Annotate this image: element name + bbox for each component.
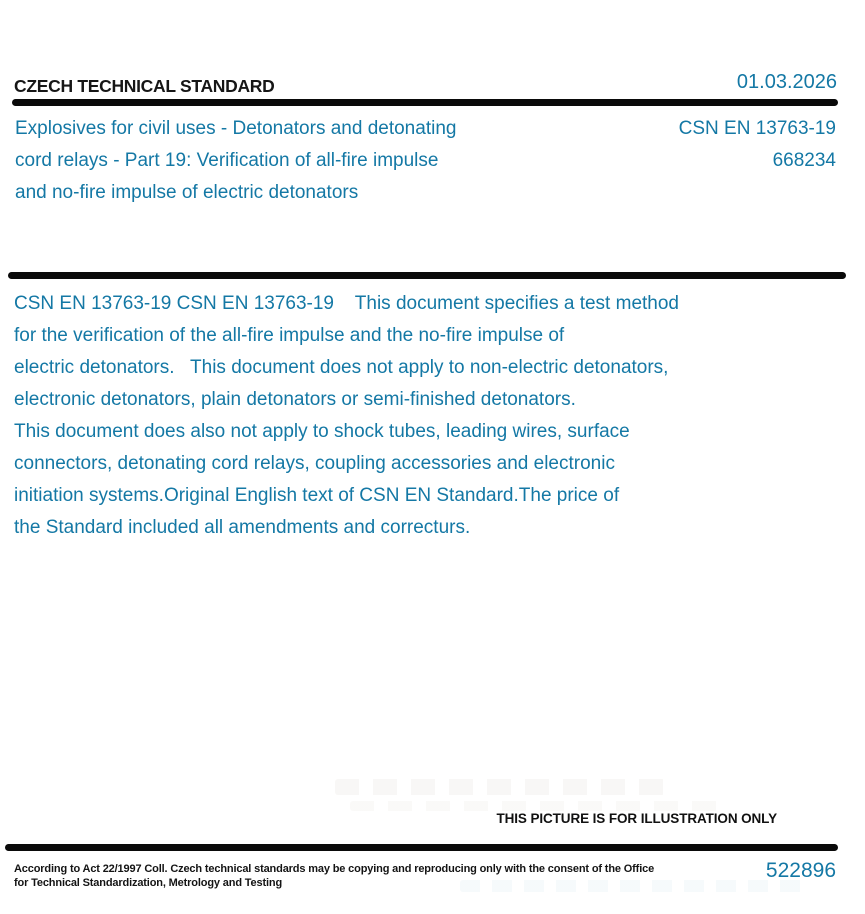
effective-date: 01.03.2026 [736, 71, 837, 93]
copyright-line: for Technical Standardization, Metrology and Testing [14, 876, 283, 889]
faint-watermark [460, 880, 805, 892]
document-id: 522896 [765, 859, 836, 882]
standard-title-line: and no-fire impulse of electric detonators [15, 182, 359, 203]
standard-title-line: cord relays - Part 19: Verification of all-fire impulse [15, 150, 439, 171]
abstract-line: electric detonators. This document does not apply to non-electric detonators, [14, 357, 669, 378]
footer-rule [5, 844, 838, 851]
standard-reference-block [679, 113, 836, 177]
standard-abstract [14, 288, 679, 544]
abstract-line: connectors, detonating cord relays, coupling accessories and electronic [14, 453, 615, 474]
standard-type-label: CZECH TECHNICAL STANDARD [14, 76, 275, 96]
faint-watermark [335, 779, 665, 795]
abstract-line: initiation systems.Original English text of CSN EN Standard.The price of [14, 485, 620, 506]
header-rule [12, 99, 838, 106]
copyright-line: According to Act 22/1997 Coll. Czech technical standards may be copying and reproducing only with the consent of the Office [14, 863, 655, 875]
standard-number: CSN EN 13763-19 [678, 118, 836, 139]
faint-watermark [350, 801, 720, 811]
title-separator-rule [8, 272, 846, 279]
abstract-line: This document does also not apply to shock tubes, leading wires, surface [14, 421, 630, 442]
standard-title-line: Explosives for civil uses - Detonators and detonating [15, 118, 457, 139]
catalog-number: 668234 [772, 150, 836, 171]
abstract-line: for the verification of the all-fire impulse and the no-fire impulse of [14, 325, 565, 346]
abstract-line: electronic detonators, plain detonators or semi-finished detonators. [14, 389, 576, 410]
abstract-line: CSN EN 13763-19 CSN EN 13763-19 This document specifies a test method [14, 293, 679, 314]
illustration-only-note: THIS PICTURE IS FOR ILLUSTRATION ONLY [496, 811, 777, 826]
abstract-line: the Standard included all amendments and correcturs. [14, 517, 471, 538]
standard-title [15, 113, 456, 209]
